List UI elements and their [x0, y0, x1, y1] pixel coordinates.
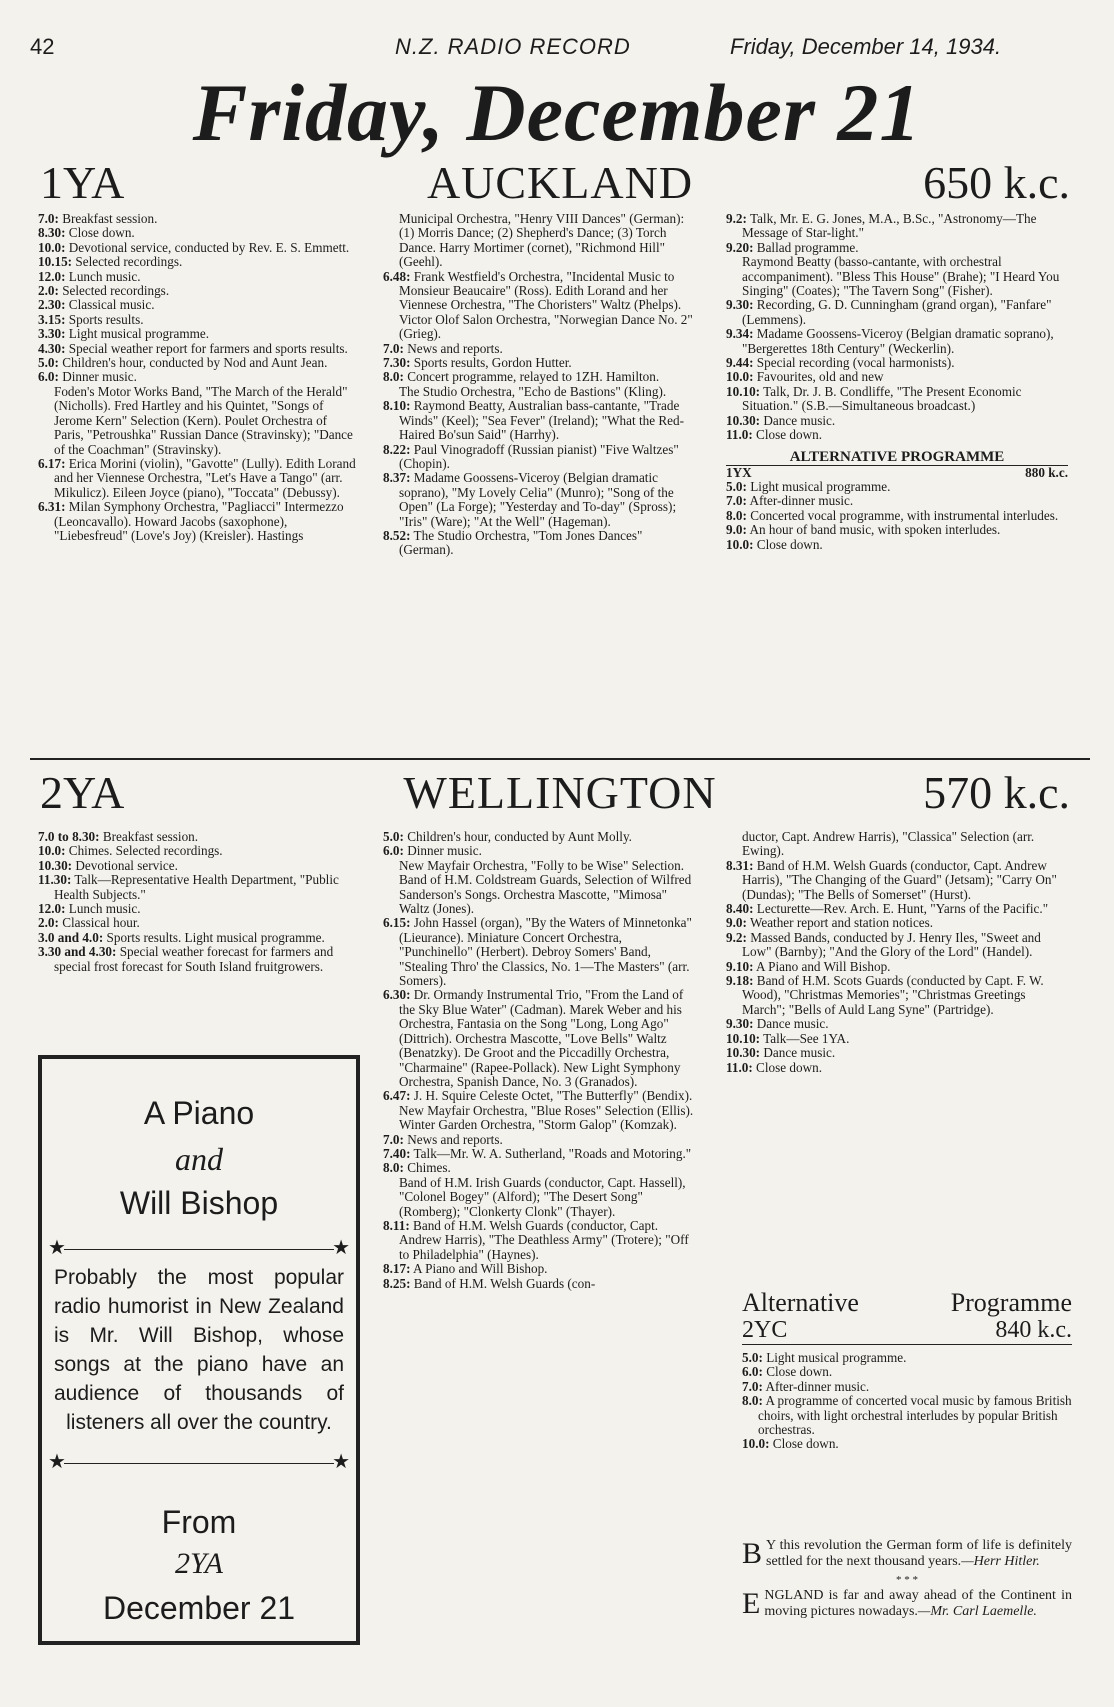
wellington-col-2	[383, 830, 698, 1291]
entry-time: 10.30:	[726, 1045, 761, 1061]
entry-text: A programme of concerted vocal music by famous British choirs, with light orchestral interludes by popular British orchestras.	[758, 1393, 1072, 1438]
programme-entry	[38, 284, 360, 298]
programme-entry	[726, 327, 1068, 356]
programme-entry	[383, 844, 698, 858]
entry-text: Talk, Mr. E. G. Jones, M.A., B.Sc., "Astronomy—The Message of Star-light."	[742, 211, 1037, 241]
entry-time: 7.0:	[726, 493, 747, 509]
entry-time: 7.0:	[383, 1131, 404, 1147]
programme-entry	[726, 494, 1068, 508]
programme-entry	[383, 270, 698, 342]
quote-2: ENGLAND is far and away ahead of the Continent in moving pictures nowadays.—Mr. Carl Laemelle.	[742, 1587, 1072, 1620]
entry-time: 9.18:	[726, 973, 754, 989]
entry-time: 12.0:	[38, 901, 66, 917]
alt-station-code: 2YC	[742, 1317, 788, 1343]
programme-entry	[726, 480, 1068, 494]
entry-time: 6.30:	[383, 987, 411, 1003]
entry-text: Madame Goossens-Viceroy (Belgian dramatic soprano), "My Lovely Celia" (Munro); "Song of the Open" (La Forge); "Yesterday and To-day" (Spross); "Iris" (Ware); "At the Well" (Hageman).	[399, 470, 677, 529]
issue-date: Friday, December 14, 1934.	[730, 34, 1002, 59]
entry-time: 7.0:	[383, 340, 404, 356]
entry-text: Dance music.	[760, 412, 836, 428]
entry-text: After-dinner music.	[746, 493, 854, 509]
entry-time: 10.30:	[726, 412, 761, 428]
divider-stars: * * *	[896, 1574, 918, 1586]
entry-time: 6.47:	[383, 1088, 411, 1104]
entry-text: Breakfast session.	[99, 829, 199, 844]
programme-entry	[383, 830, 698, 844]
entry-text: Erica Morini (violin), "Gavotte" (Lully). Edith Lorand and her Viennese Orchestra, "Let's Have a Tango" (arr. Mikulicz). Eileen Joyce (piano), "Toccata" (Debussy).	[54, 455, 356, 500]
entry-text: Sports results.	[65, 311, 144, 327]
entry-time: 10.15:	[38, 254, 73, 270]
entry-text: Raymond Beatty, Australian bass-cantante, "Trade Winds" (Keel); "Sea Fever" (Ireland); "What the Red-Haired Bo'sun Said" (Harrhy).	[399, 398, 685, 443]
entry-time: 6.15:	[383, 915, 411, 931]
programme-entry	[726, 414, 1068, 428]
programme-entry	[38, 241, 360, 255]
entry-text: Frank Westfield's Orchestra, "Incidental Music to Monsieur Beaucaire" (Ross). Edith Lorand and her Viennese Orchestra, "The Choristers" Waltz (Phelps). Victor Olof Salon Orchestra, "Norwegian Dance No. 2" (Grieg).	[399, 268, 693, 342]
entry-time: 2.30:	[38, 297, 66, 313]
programme-entry	[726, 1046, 1068, 1060]
entry-time: 6.31:	[38, 499, 66, 515]
publication-name: N.Z. RADIO RECORD	[395, 34, 631, 59]
entry-time: 5.0:	[742, 1350, 763, 1365]
entry-text: Close down.	[762, 1364, 833, 1380]
programme-entry	[38, 255, 360, 269]
entry-time: 9.44:	[726, 355, 754, 371]
entry-text: Madame Goossens-Viceroy (Belgian dramatic soprano), "Bergerettes 18th Century" (Weckerlin).	[742, 326, 1054, 356]
quote-1: B Y this revolution the German form of life is definitely settled for the next thousand years.—Herr Hitler.	[742, 1537, 1072, 1570]
auckland-alt-list	[726, 480, 1068, 552]
programme-entry	[726, 859, 1068, 902]
entry-text: Dance music.	[760, 1045, 836, 1061]
entry-time: 7.40:	[383, 1145, 411, 1161]
entry-text: Dinner music.	[403, 843, 482, 859]
entry-text: Raymond Beatty (basso-cantante, with orchestral accompaniment). "Bless This House" (Brahe); "I Heard You Singing" (Coates); "The Tavern Song" (Fisher).	[742, 254, 1060, 299]
entry-text: An hour of band music, with spoken interludes.	[746, 522, 1001, 538]
advert-line-3: Will Bishop	[119, 1185, 279, 1221]
entry-text: Band of H.M. Welsh Guards (con-	[410, 1275, 596, 1291]
entry-time: 6.0:	[38, 369, 59, 385]
programme-entry	[38, 356, 360, 370]
entry-time: 10.0:	[726, 536, 754, 552]
programme-entry	[726, 509, 1068, 523]
entry-text: The Studio Orchestra, "Echo de Bastions" (Kling).	[399, 383, 667, 399]
entry-text: J. H. Squire Celeste Octet, "The Butterfly" (Bendix). New Mayfair Orchestra, "Blue Roses" Selection (Ellis). Winter Garden Orchestra, "Storm Galop" (Komzak).	[399, 1088, 694, 1133]
entry-time: 9.30:	[726, 297, 754, 313]
page-number: 42	[30, 34, 55, 59]
entry-time: 8.31:	[726, 857, 754, 873]
entry-time: 11.0:	[726, 1059, 753, 1075]
programme-entry	[38, 457, 360, 500]
entry-text: The Studio Orchestra, "Tom Jones Dances" (German).	[399, 527, 643, 558]
entry-time: 8.52:	[383, 527, 411, 543]
auckland-col-3	[726, 212, 1068, 552]
entry-time: 7.0:	[38, 211, 59, 226]
programme-entry	[726, 212, 1068, 241]
programme-entry	[726, 1032, 1068, 1046]
entry-text: Close down.	[752, 427, 822, 443]
entry-time: 5.0:	[726, 478, 747, 494]
entry-text: Ballad programme.	[753, 239, 859, 255]
entry-time: 10.10:	[726, 1030, 761, 1046]
programme-entry	[38, 313, 360, 327]
entry-text: Milan Symphony Orchestra, "Pagliacci" Intermezzo (Leoncavallo). Howard Jacobs (saxophone), "Liebesfreud" (Love's Joy) (Kreisler). Hastings	[54, 499, 344, 543]
wellington-col-1	[38, 830, 360, 974]
entry-text: Close down.	[753, 536, 823, 552]
station-code: 1YA	[40, 157, 125, 208]
entry-text: After-dinner music.	[762, 1378, 870, 1394]
programme-entry	[726, 298, 1068, 327]
programme-entry	[38, 370, 360, 384]
programme-entry	[726, 241, 1068, 255]
programme-entry	[726, 370, 1068, 384]
entry-text: Concerted vocal programme, with instrumental interludes.	[746, 507, 1059, 523]
programme-entry	[38, 916, 360, 930]
programme-entry	[38, 873, 360, 902]
entry-time: 3.0 and 4.0:	[38, 929, 104, 945]
entry-text: Close down.	[752, 1059, 822, 1075]
programme-entry	[383, 1219, 698, 1262]
entry-time: 6.17:	[38, 455, 66, 471]
entry-text: A Piano and Will Bishop.	[410, 1261, 548, 1277]
programme-entry	[383, 471, 698, 529]
programme-entry	[383, 1277, 698, 1291]
entry-text: Lecturette—Rev. Arch. E. Hunt, "Yarns of the Pacific."	[753, 901, 1049, 917]
programme-entry	[383, 399, 698, 442]
entry-time: 10.0:	[38, 239, 66, 255]
advert-quote: Probably the most popular radio humorist in New Zealand is Mr. Will Bishop, whose songs at the piano have an audience of thousands of listeners all over the country.	[54, 1266, 344, 1434]
quote-author: —Mr. Carl Laemelle.	[917, 1604, 1037, 1619]
entry-time: 11.0:	[726, 427, 753, 443]
programme-entry	[383, 988, 698, 1089]
entry-text: Talk—Representative Health Department, "Public Health Subjects."	[54, 872, 339, 902]
entry-time: 7.0:	[742, 1378, 763, 1394]
entry-text: Band of H.M. Scots Guards (conducted by Capt. F. W. Wood), "Christmas Memories"; "Christmas Greetings March"; "Bells of Auld Lang Syne" (Partridge).	[742, 973, 1044, 1017]
entry-text: Special weather forecast for farmers and special frost forecast for South Island fruitgrowers.	[54, 944, 334, 974]
advert-station: 2YA	[175, 1547, 223, 1580]
entry-time: 7.0 to 8.30:	[38, 829, 100, 844]
programme-entry	[383, 1133, 698, 1147]
alt-word-2: Programme	[950, 1288, 1072, 1317]
entry-text: Light musical programme.	[746, 478, 891, 494]
entry-time: 5.0:	[38, 355, 59, 371]
station-code: 2YA	[40, 767, 125, 818]
entry-text: Lunch music.	[65, 268, 141, 284]
programme-entry	[383, 1089, 698, 1132]
entry-text: Recording, G. D. Cunningham (grand organ), "Fanfare" (Lemmens).	[742, 297, 1052, 327]
programme-entry	[726, 830, 1068, 859]
will-bishop-advert	[38, 1055, 360, 1645]
entry-time: 6.48:	[383, 268, 411, 284]
entry-time: 9.20:	[726, 239, 754, 255]
programme-entry	[38, 500, 360, 543]
entry-text: Band of H.M. Welsh Guards (conductor, Capt. Andrew Harris), "The Changing of the Guard" (Jetsam); "Carry On" (Dundas); "The Bells of Somerset" (Hurst).	[742, 857, 1057, 902]
entry-time: 8.0:	[742, 1393, 763, 1409]
entry-text: Children's hour, conducted by Aunt Molly.	[403, 829, 632, 844]
drop-cap: E	[742, 1587, 761, 1620]
advert-line-2: and	[175, 1141, 223, 1177]
programme-entry	[726, 538, 1068, 552]
programme-entry	[726, 916, 1068, 930]
wellington-alternative	[742, 1290, 1072, 1452]
station-frequency: 570 k.c.	[923, 767, 1070, 818]
entry-time: 9.0:	[726, 522, 747, 538]
programme-entry	[742, 1437, 1072, 1451]
auckland-col-2	[383, 212, 698, 558]
entry-text: Paul Vinogradoff (Russian pianist) "Five Waltzes" (Chopin).	[399, 441, 679, 471]
advert-star-rule	[48, 1453, 350, 1473]
quote-author: —Herr Hitler.	[961, 1554, 1040, 1569]
programme-entry	[383, 529, 698, 558]
programme-entry	[383, 356, 698, 370]
page-title: Friday, December 21	[192, 67, 922, 158]
entry-text: Dr. Ormandy Instrumental Trio, "From the Land of the Sky Blue Water" (Cadman). Marek Weber and his Orchestra, Fantasia on the Song "Long, Long Ago" (Dittrich). Orchestra Mascotte, "Love Bells" Waltz (Benatzky). De Groot and the Piccadilly Orchestra, "Charmaine" (Rapee-Pollack). New Light Symphony Orchestra, Spanish Dance, No. 3 (Granados).	[399, 987, 684, 1089]
programme-entry	[38, 270, 360, 284]
programme-entry	[726, 1017, 1068, 1031]
entry-time: 9.30:	[726, 1016, 754, 1032]
entry-text: Breakfast session.	[58, 211, 158, 226]
entry-time: 8.0:	[383, 369, 404, 385]
advert-star-rule	[48, 1239, 350, 1259]
entry-time: 6.0:	[383, 843, 404, 859]
alt-station-freq: 880 k.c.	[1025, 464, 1068, 480]
star-icon: ★	[48, 1237, 66, 1259]
programme-entry	[726, 385, 1068, 414]
programme-entry	[726, 255, 1068, 298]
programme-entry	[726, 974, 1068, 1017]
entry-text: Selected recordings.	[58, 283, 170, 299]
entry-text: Band of H.M. Irish Guards (conductor, Capt. Hassell), "Colonel Bogey" (Alford); "The Desert Song" (Romberg); "Clonkerty Clonk" (Thayer).	[399, 1174, 686, 1219]
star-icon: ★	[332, 1451, 350, 1473]
entry-text: Sports results, Gordon Hutter.	[410, 355, 572, 371]
entry-text: Sports results. Light musical programme.	[103, 929, 325, 945]
advert-line-1: A Piano	[143, 1095, 255, 1131]
programme-entry	[726, 931, 1068, 960]
entry-time: 3.30 and 4.30:	[38, 944, 117, 960]
alternative-heading: ALTERNATIVE PROGRAMME	[726, 449, 1068, 466]
programme-entry	[742, 1380, 1072, 1394]
programme-entry	[383, 212, 698, 270]
programme-entry	[742, 1394, 1072, 1437]
entry-text: Close down.	[65, 225, 135, 241]
section-divider	[30, 758, 1090, 760]
entry-text: Municipal Orchestra, "Henry VIII Dances" (German): (1) Morris Dance; (2) Shepherd's Dance; (3) Torch Dance. Harry Mortimer (cornet), "Richmond Hill" (Geehl).	[399, 211, 685, 270]
alt-station-freq: 840 k.c.	[995, 1317, 1072, 1343]
entry-text: Classical music.	[65, 297, 155, 313]
entry-time: 7.30:	[383, 355, 411, 371]
entry-text: Band of H.M. Welsh Guards (conductor, Capt. Andrew Harris), "The Deathless Army" (Trotere); "Off to Philadelphia" (Haynes).	[399, 1217, 689, 1262]
entry-text: John Hassel (organ), "By the Waters of Minnetonka" (Lieurance). Miniature Concert Orchestra, "Punchinello" (Herbert). Debroy Somers' Band, "Stealing Thro' the Classics, No. 1—The Masters" (arr. Somers).	[399, 915, 692, 989]
entry-text: Talk—See 1YA.	[760, 1030, 850, 1046]
programme-entry	[38, 902, 360, 916]
entry-time: 10.0:	[38, 843, 66, 859]
programme-entry	[726, 428, 1068, 442]
entry-text: Dance music.	[753, 1016, 829, 1032]
drop-cap: B	[742, 1537, 763, 1570]
station-city: WELLINGTON	[403, 767, 717, 818]
entry-time: 2.0:	[38, 283, 59, 299]
wellington-header	[30, 767, 1090, 832]
station-frequency: 650 k.c.	[923, 157, 1070, 208]
star-icon: ★	[332, 1237, 350, 1259]
entry-time: 2.0:	[38, 915, 59, 931]
entry-time: 8.11:	[383, 1217, 410, 1233]
programme-entry	[742, 1351, 1072, 1365]
entry-time: 8.30:	[38, 225, 66, 241]
entry-text: Chimes.	[403, 1160, 451, 1176]
programme-entry	[383, 916, 698, 988]
entry-time: 8.25:	[383, 1275, 411, 1291]
entry-time: 3.15:	[38, 311, 66, 327]
entry-time: 5.0:	[383, 829, 404, 844]
entry-text: Weather report and station notices.	[746, 915, 934, 931]
entry-time: 6.0:	[742, 1364, 763, 1380]
advert-from: From	[161, 1504, 237, 1540]
programme-entry	[383, 342, 698, 356]
programme-entry	[726, 356, 1068, 370]
programme-entry	[38, 342, 360, 356]
entry-text: Foden's Motor Works Band, "The March of the Herald" (Nicholls). Fred Hartley and his Quintet, "Songs of Jerome Kern" Selection (Kern). Poulet Orchestra of Paris, "Petroushka" Russian Dance (Stravinsky); "Dance of the Coachman" (Stravinsky).	[54, 383, 353, 457]
programme-entry	[726, 960, 1068, 974]
entry-text: Selected recordings.	[72, 254, 183, 270]
star-icon: ★	[48, 1451, 66, 1473]
entry-text: ductor, Capt. Andrew Harris), "Classica" Selection (arr. Ewing).	[742, 829, 1035, 859]
programme-entry	[383, 370, 698, 384]
alt-word-1: Alternative	[742, 1288, 859, 1317]
entry-text: News and reports.	[403, 340, 503, 356]
programme-entry	[38, 385, 360, 457]
entry-time: 9.0:	[726, 915, 747, 931]
entry-text: News and reports.	[403, 1131, 503, 1147]
programme-entry	[726, 1061, 1068, 1075]
entry-text: New Mayfair Orchestra, "Folly to be Wise" Selection. Band of H.M. Coldstream Guards, Selection of Wilfred Sanderson's Songs. Orchestra Mascotte, "Mimosa" Waltz (Jones).	[399, 857, 692, 917]
entry-text: Talk—Mr. W. A. Sutherland, "Roads and Motoring."	[410, 1145, 692, 1161]
station-city: AUCKLAND	[426, 157, 694, 208]
entry-time: 10.0:	[742, 1436, 770, 1452]
programme-entry	[38, 931, 360, 945]
auckland-col-1	[38, 212, 360, 543]
programme-entry	[726, 523, 1068, 537]
entry-time: 10.10:	[726, 383, 761, 399]
entry-time: 8.22:	[383, 441, 411, 457]
entry-time: 9.2:	[726, 211, 747, 226]
programme-entry	[38, 212, 360, 226]
programme-entry	[38, 327, 360, 341]
entry-time: 8.0:	[383, 1160, 404, 1176]
entry-text: Classical hour.	[58, 915, 140, 931]
entry-text: Close down.	[769, 1436, 839, 1452]
auckland-col-3-list	[726, 212, 1068, 443]
entry-time: 8.17:	[383, 1261, 411, 1277]
programme-entry	[38, 226, 360, 240]
entry-time: 8.40:	[726, 901, 754, 917]
entry-text: Dinner music.	[58, 369, 137, 385]
programme-entry	[383, 385, 698, 399]
entry-time: 8.0:	[726, 507, 747, 523]
entry-time: 9.2:	[726, 929, 747, 945]
entry-time: 8.10:	[383, 398, 411, 414]
programme-entry	[383, 1147, 698, 1161]
programme-entry	[383, 1176, 698, 1219]
advert-date: December 21	[102, 1590, 296, 1626]
entry-text: Special recording (vocal harmonists).	[753, 355, 955, 371]
entry-text: Light musical programme.	[762, 1350, 907, 1365]
alternative-station	[726, 466, 1068, 480]
programme-entry	[38, 298, 360, 312]
programme-entry	[38, 830, 360, 844]
programme-entry	[38, 844, 360, 858]
entry-time: 4.30:	[38, 340, 66, 356]
programme-entry	[742, 1365, 1072, 1379]
entry-text: Devotional service.	[72, 857, 178, 873]
programme-entry	[383, 1262, 698, 1276]
wellington-alt-list	[742, 1351, 1072, 1452]
programme-entry	[383, 1161, 698, 1175]
entry-text: Children's hour, conducted by Nod and Aunt Jean.	[58, 355, 328, 371]
quotes-box	[742, 1538, 1072, 1626]
alt-station-code: 1YX	[726, 464, 752, 480]
programme-entry	[383, 859, 698, 917]
entry-text: Lunch music.	[65, 901, 141, 917]
entry-text: Massed Bands, conducted by J. Henry Iles, "Sweet and Low" (Barnby); "And the Glory of the Lord" (Handel).	[742, 929, 1041, 960]
entry-time: 11.30:	[38, 872, 72, 888]
programme-entry	[726, 902, 1068, 916]
entry-time: 10.0:	[726, 369, 754, 385]
wellington-col-3	[726, 830, 1068, 1075]
entry-time: 8.37:	[383, 470, 411, 486]
programme-entry	[38, 859, 360, 873]
entry-time: 10.30:	[38, 857, 73, 873]
entry-text: A Piano and Will Bishop.	[753, 958, 891, 974]
entry-time: 9.34:	[726, 326, 754, 342]
page-header	[0, 34, 1114, 68]
wellington-section	[30, 767, 1090, 832]
entry-time: 3.30:	[38, 326, 66, 342]
entry-text: Devotional service, conducted by Rev. E. S. Emmett.	[65, 239, 350, 255]
programme-entry	[38, 945, 360, 974]
entry-text: Concert programme, relayed to 1ZH. Hamilton.	[403, 369, 660, 385]
entry-text: Favourites, old and new	[753, 369, 884, 385]
entry-time: 12.0:	[38, 268, 66, 284]
entry-text: Chimes. Selected recordings.	[65, 843, 223, 859]
entry-text: Light musical programme.	[65, 326, 210, 342]
entry-text: Special weather report for farmers and sports results.	[65, 340, 348, 356]
entry-time: 9.10:	[726, 958, 754, 974]
programme-entry	[383, 443, 698, 472]
entry-text: Talk, Dr. J. B. Condliffe, "The Present Economic Situation." (S.B.—Simultaneous broadcast.)	[742, 383, 1022, 414]
